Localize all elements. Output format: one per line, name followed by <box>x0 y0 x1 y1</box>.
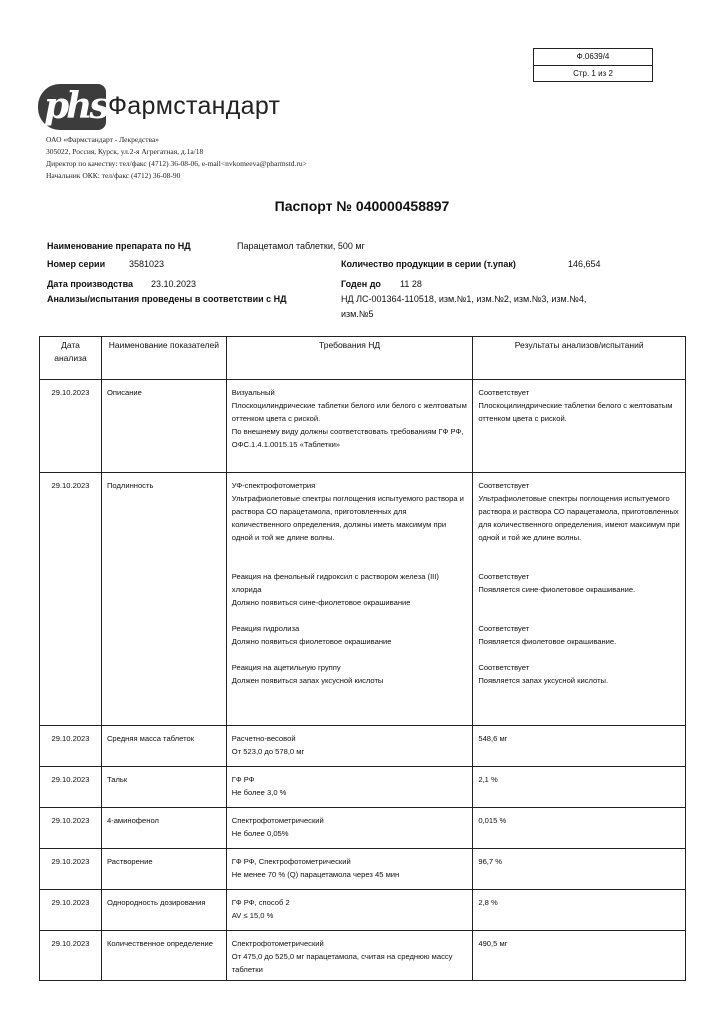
cell-requirements: ГФ РФ, способ 2 AV ≤ 15,0 % <box>226 890 473 931</box>
company-address: 305022, Россия, Курск, ул.2-я Агрегатная, д.1а/18 <box>46 147 204 156</box>
cell-result: 548,6 мг <box>473 726 686 767</box>
expiry-value: 11 28 <box>400 279 422 289</box>
identity-uv-requirement: УФ-спектрофотометрия Ультрафиолетовые спектры поглощения испытуемого раствора и раствора СО парацетамола, приготовленных для количественного определения, должны иметь максимум при одной и той же длине волны. <box>231 481 464 542</box>
cell-date: 29.10.2023 <box>40 380 102 473</box>
header-requirements: Требования НД <box>226 337 473 380</box>
quantity-label: Количество продукции в серии (т.упак) <box>341 259 516 269</box>
cell-result: 490,5 мг <box>473 931 686 981</box>
logo-badge <box>38 84 106 130</box>
cell-requirements <box>226 473 473 726</box>
table-row <box>40 380 686 473</box>
form-code-box <box>533 48 653 82</box>
cell-result: 2,1 % <box>473 767 686 808</box>
table-row <box>40 808 686 849</box>
cell-name: Однородность дозирования <box>101 890 226 931</box>
cell-date: 29.10.2023 <box>40 849 102 890</box>
cell-date: 29.10.2023 <box>40 931 102 981</box>
cell-date: 29.10.2023 <box>40 767 102 808</box>
cell-name: Растворение <box>101 849 226 890</box>
company-okk-head: Начальник ОКК: тел/факс (4712) 36-08-90 <box>46 171 181 180</box>
company-logo <box>38 84 281 130</box>
page-title: Паспорт № 040000458897 <box>274 198 450 214</box>
company-name: ОАО «Фармстандарт - Лекредства» <box>46 135 160 144</box>
cell-result: Соответствует Плоскоцилиндрические таблетки белого с желтоватым оттенком цвета с риской. <box>473 380 686 473</box>
table-row <box>40 473 686 726</box>
quantity-value: 146,654 <box>568 259 601 269</box>
tests-label: Анализы/испытания проведены в соответствии с НД <box>47 294 287 304</box>
form-code: Ф.0639/4 <box>534 49 652 66</box>
cell-date: 29.10.2023 <box>40 473 102 726</box>
identity-hydrolysis-result: Соответствует Появляется фиолетовое окрашивание. <box>478 624 617 646</box>
cell-result: 96,7 % <box>473 849 686 890</box>
series-label: Номер серии <box>47 259 106 269</box>
results-table <box>39 336 686 981</box>
logo-name: Фармстандарт <box>108 92 281 120</box>
cell-date: 29.10.2023 <box>40 726 102 767</box>
production-date-value: 23.10.2023 <box>151 279 197 289</box>
identity-hydrolysis-requirement: Реакция гидролиза Должно появиться фиолетовое окрашивание <box>231 624 392 646</box>
cell-date: 29.10.2023 <box>40 808 102 849</box>
cell-name: Подлинность <box>101 473 226 726</box>
header-results: Результаты анализов/испытаний <box>473 337 686 380</box>
table-row <box>40 767 686 808</box>
series-value: 3581023 <box>129 259 165 269</box>
table-row <box>40 849 686 890</box>
company-info <box>46 134 307 182</box>
cell-name: Количественное определение <box>101 931 226 981</box>
logo-mark: phs <box>44 85 107 127</box>
cell-result: 2,8 % <box>473 890 686 931</box>
cell-requirements: ГФ РФ Не более 3,0 % <box>226 767 473 808</box>
cell-requirements: ГФ РФ, Спектрофотометрический Не менее 70 % (Q) парацетамола через 45 мин <box>226 849 473 890</box>
cell-requirements: Визуальный Плоскоцилиндрические таблетки белого или белого с желтоватым оттенком цвета с риской. По внешнему виду должны соответствовать требованиям ГФ РФ, ОФС.1.4.1.0015.15 «Таблетки» <box>226 380 473 473</box>
header-date: Дата анализа <box>40 337 102 380</box>
table-row <box>40 931 686 981</box>
cell-result <box>473 473 686 726</box>
cell-name: Тальк <box>101 767 226 808</box>
cell-requirements: Спектрофотометрический От 475,0 до 525,0 мг парацетамола, считая на среднюю массу таблетки <box>226 931 473 981</box>
identity-phenol-requirement: Реакция на фенольный гидроксил с раствором железа (III) хлорида Должно появиться сине-фиолетовое окрашивание <box>231 572 439 607</box>
tests-nd-line2: изм.№5 <box>341 309 374 319</box>
identity-acetyl-result: Соответствует Появляется запах уксусной кислоты. <box>478 663 609 685</box>
company-quality-director: Директор по качеству: тел/факс (4712) 36-08-06, e-mail<nvkomeeva@pharmstd.ru> <box>46 159 307 168</box>
identity-phenol-result: Соответствует Появляется сине-фиолетовое окрашивание. <box>478 572 636 594</box>
cell-requirements: Расчетно-весовой От 523,0 до 578,0 мг <box>226 726 473 767</box>
tests-nd-line1: НД ЛС-001364-110518, изм.№1, изм.№2, изм.№3, изм.№4, <box>341 294 587 304</box>
cell-name: Средняя масса таблеток <box>101 726 226 767</box>
drug-name-value: Парацетамол таблетки, 500 мг <box>237 241 365 251</box>
identity-acetyl-requirement: Реакция на ацетильную группу Должен появиться запах уксусной кислоты <box>231 663 384 685</box>
cell-result: 0,015 % <box>473 808 686 849</box>
identity-uv-result: Соответствует Ультрафиолетовые спектры поглощения испытуемого раствора и раствора СО парацетамола, приготовленных для количественного определения, имеют максимум при одной и той же длине волны. <box>478 481 680 542</box>
cell-requirements: Спектрофотометрический Не более 0,05% <box>226 808 473 849</box>
page-number: Стр. 1 из 2 <box>573 69 613 78</box>
header-name: Наименование показателей <box>101 337 226 380</box>
drug-name-label: Наименование препарата по НД <box>47 241 191 251</box>
table-row <box>40 890 686 931</box>
cell-name: 4-аминофенол <box>101 808 226 849</box>
cell-name: Описание <box>101 380 226 473</box>
table-header-row <box>40 337 686 380</box>
cell-date: 29.10.2023 <box>40 890 102 931</box>
table-row <box>40 726 686 767</box>
production-date-label: Дата производства <box>47 279 133 289</box>
expiry-label: Годен до <box>341 279 381 289</box>
